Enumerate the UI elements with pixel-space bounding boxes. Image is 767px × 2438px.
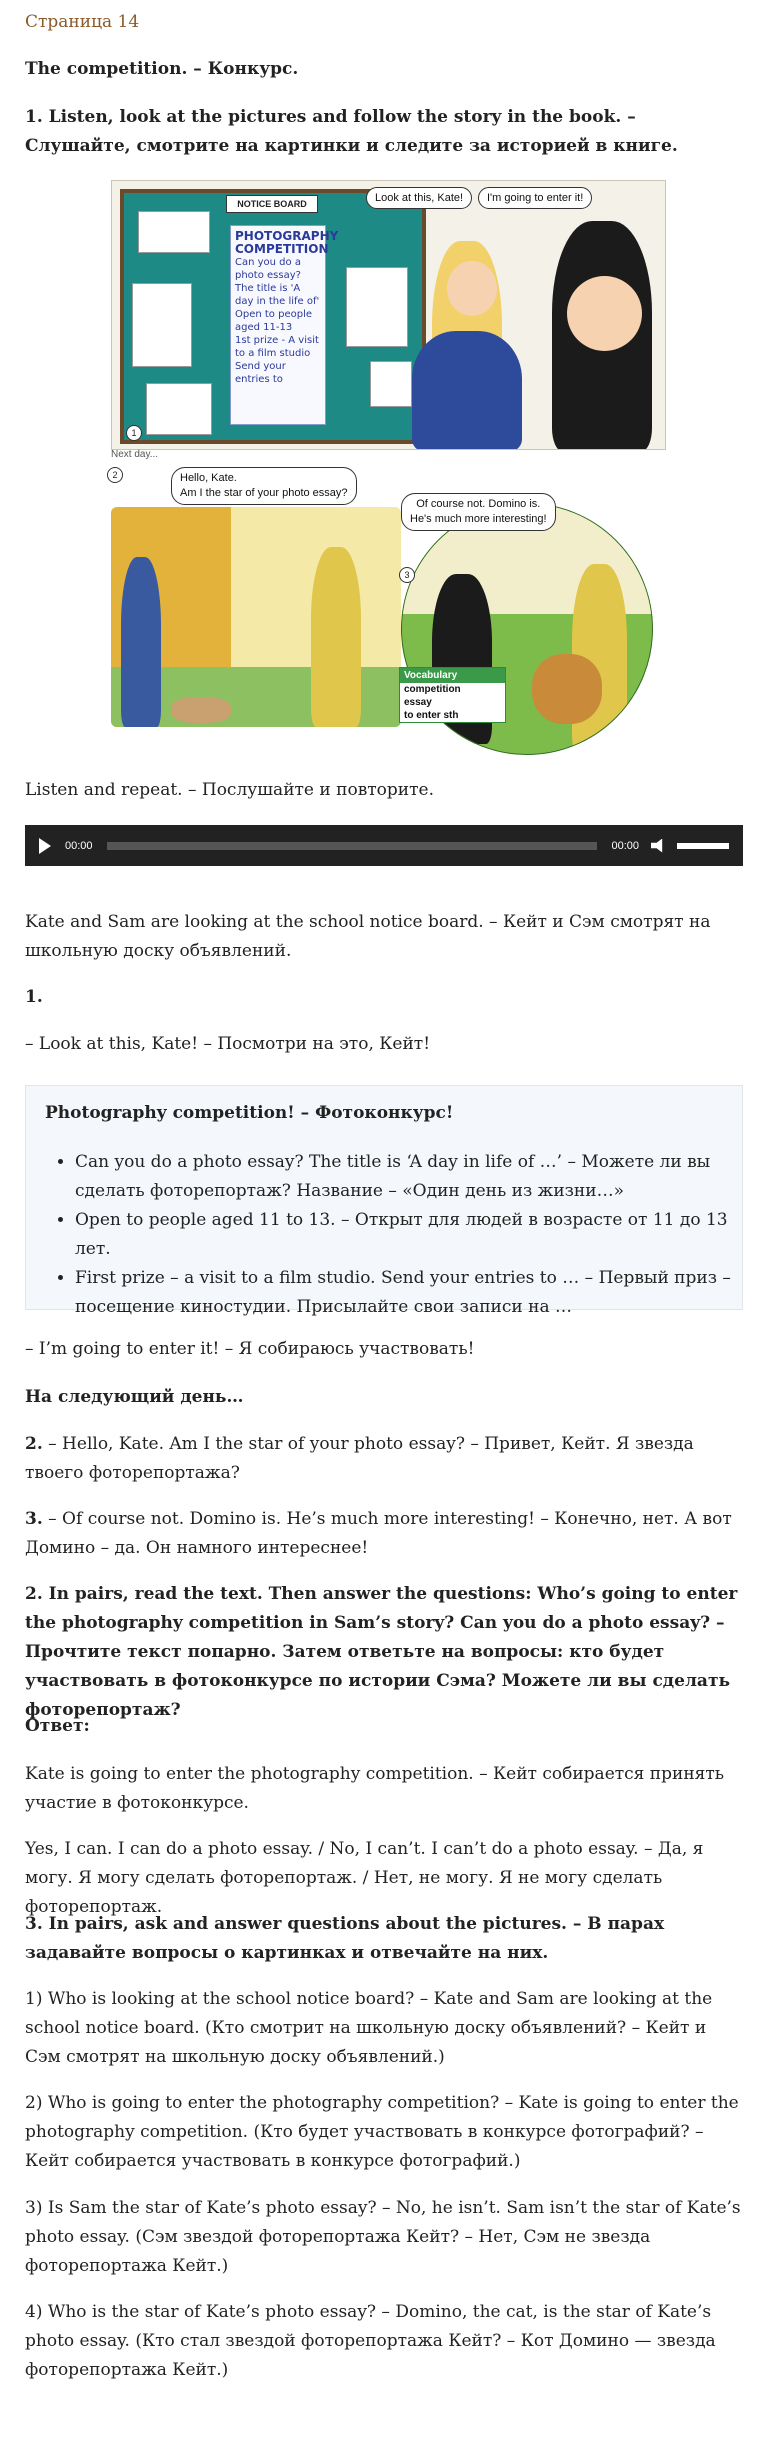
answer-label: Ответ:	[25, 1716, 90, 1736]
vocabulary-item: to enter sth	[404, 710, 459, 721]
sam-figure-panel-2	[311, 547, 361, 727]
story-illustration-panels-2-3	[111, 467, 656, 757]
bubble-line: Am I the star of your photo essay?	[180, 487, 348, 499]
dialogue-line-2	[25, 1430, 745, 1488]
dialogue-line-enter: – I’m going to enter it! – Я собираюсь участвовать!	[25, 1339, 475, 1359]
kate-figure-panel-2	[121, 557, 161, 727]
volume-slider[interactable]	[677, 843, 729, 849]
section-title: The competition. – Конкурс.	[25, 59, 299, 79]
duration: 00:00	[611, 839, 639, 852]
dialogue-line-look: – Look at this, Kate! – Посмотри на это, Кейт!	[25, 1034, 431, 1054]
competition-poster	[230, 225, 339, 425]
notice-item: • First prize – a visit to a film studio. Send your entries to … – Первый приз – посещение киностудии. Присылайте свои записи на …	[75, 1264, 745, 1322]
dialogue-line-3	[25, 1505, 745, 1563]
line-number: 3.	[25, 1509, 43, 1529]
poster-line: The title is 'A day in the life of'	[235, 283, 320, 307]
notice-list	[45, 1148, 745, 1322]
pinned-note	[346, 267, 408, 347]
page-label: Страница 14	[25, 12, 140, 32]
story-illustration-panel-1	[111, 180, 666, 450]
current-time: 00:00	[65, 839, 93, 852]
next-day-heading: На следующий день…	[25, 1387, 244, 1407]
kate-face	[567, 276, 642, 351]
bubble-line: Of course not. Domino is.	[416, 498, 541, 510]
competition-notice-box	[25, 1085, 743, 1317]
panel-number: 1	[126, 425, 142, 441]
speech-bubble-kate: I'm going to enter it!	[478, 187, 592, 209]
line-text: – Of course not. Domino is. He’s much more interesting! – Конечно, нет. А вот Домино – да. Он намного интереснее!	[25, 1509, 732, 1558]
dog-figure	[532, 654, 602, 724]
vocabulary-item: essay	[404, 697, 432, 708]
speech-bubble-sam: Look at this, Kate!	[366, 187, 472, 209]
cat-figure	[171, 697, 231, 723]
sam-jacket	[412, 331, 522, 450]
qa-2: 2) Who is going to enter the photography competition? – Kate is going to enter the photography competition. (Кто будет участвовать в конкурсе фотографий? – Кейт собирается участвовать в конкурсе фотографий.)	[25, 2093, 739, 2171]
poster-line: Send your entries to	[235, 361, 286, 385]
poster-line: Can you do a photo essay?	[235, 257, 301, 281]
qa-4: 4) Who is the star of Kate’s photo essay? – Domino, the cat, is the star of Kate’s photo essay. (Кто стал звездой фоторепортажа Кейт? – Кот Домино — звезда фоторепортажа Кейт.)	[25, 2302, 716, 2380]
notice-title: Photography competition! – Фотоконкурс!	[45, 1103, 454, 1123]
answer-2: Yes, I can. I can do a photo essay. / No, I can’t. I can’t do a photo essay. – Да, я могу. Я могу сделать фоторепортаж. / Нет, не могу. Я не могу сделать фоторепортаж.	[25, 1839, 704, 1917]
pinned-note	[146, 383, 212, 435]
answer-1: Kate is going to enter the photography competition. – Кейт собирается принять участие в фотоконкурсе.	[25, 1764, 725, 1813]
task-1-heading: 1. Listen, look at the pictures and follow the story in the book. – Слушайте, смотрите на картинки и следите за историей в книге.	[25, 107, 678, 156]
vocabulary-item: competition	[404, 684, 461, 695]
audio-player	[25, 825, 743, 866]
dialogue-label-1: 1.	[25, 987, 43, 1007]
intro-paragraph: Kate and Sam are looking at the school notice board. – Кейт и Сэм смотрят на школьную доску объявлений.	[25, 912, 711, 961]
speech-bubble-panel-3	[401, 493, 556, 531]
task-3-heading: 3. In pairs, ask and answer questions about the pictures. – В парах задавайте вопросы о картинках и отвечайте на них.	[25, 1914, 665, 1963]
panel-2-scene	[111, 507, 401, 727]
poster-line: 1st prize - A visit to a film studio	[235, 335, 319, 359]
poster-line: Open to people aged 11-13	[235, 309, 313, 333]
next-day-caption: Next day...	[111, 449, 159, 460]
bubble-line: He's much more interesting!	[410, 513, 547, 525]
line-number: 2.	[25, 1434, 43, 1454]
pinned-note	[132, 283, 192, 367]
panel-number: 3	[399, 567, 415, 583]
poster-title: PHOTOGRAPHY COMPETITION	[235, 229, 339, 256]
bubble-line: Hello, Kate.	[180, 472, 237, 484]
volume-icon[interactable]	[651, 839, 667, 853]
vocabulary-title: Vocabulary	[400, 668, 505, 683]
line-text: – Hello, Kate. Am I the star of your photo essay? – Привет, Кейт. Я звезда твоего фоторепортажа?	[25, 1434, 694, 1483]
audio-progress-track[interactable]	[107, 842, 598, 850]
play-icon[interactable]	[39, 838, 51, 854]
notice-item: • Can you do a photo essay? The title is ‘A day in life of …’ – Можете ли вы сделать фоторепортаж? Название – «Один день из жизни…»	[75, 1148, 745, 1206]
notice-board	[120, 189, 426, 444]
qa-3: 3) Is Sam the star of Kate’s photo essay? – No, he isn’t. Sam isn’t the star of Kate’s photo essay. (Сэм звездой фоторепортажа Кейт? – Нет, Сэм не звезда фоторепортажа Кейт.)	[25, 2198, 741, 2276]
listen-repeat-text: Listen and repeat. – Послушайте и повторите.	[25, 780, 434, 800]
pinned-note	[138, 211, 210, 253]
notice-item: • Open to people aged 11 to 13. – Открыт для людей в возрасте от 11 до 13 лет.	[75, 1206, 745, 1264]
vocabulary-box	[399, 667, 506, 723]
pinned-note	[370, 361, 412, 407]
task-2-heading: 2. In pairs, read the text. Then answer the questions: Who’s going to enter the photography competition in Sam’s story? Can you do a photo essay? – Прочтите текст попарно. Затем ответьте на вопросы: кто будет участвовать в фотоконкурсе по истории Сэма? Можете ли вы сделать фоторепортаж?	[25, 1584, 738, 1720]
panel-number: 2	[107, 467, 123, 483]
speech-bubble-panel-2	[171, 467, 357, 505]
notice-board-label: NOTICE BOARD	[226, 195, 318, 213]
qa-1: 1) Who is looking at the school notice board? – Kate and Sam are looking at the school notice board. (Кто смотрит на школьную доску объявлений? – Кейт и Сэм смотрят на школьную доску объявлений.)	[25, 1989, 713, 2067]
sam-face	[447, 261, 497, 316]
